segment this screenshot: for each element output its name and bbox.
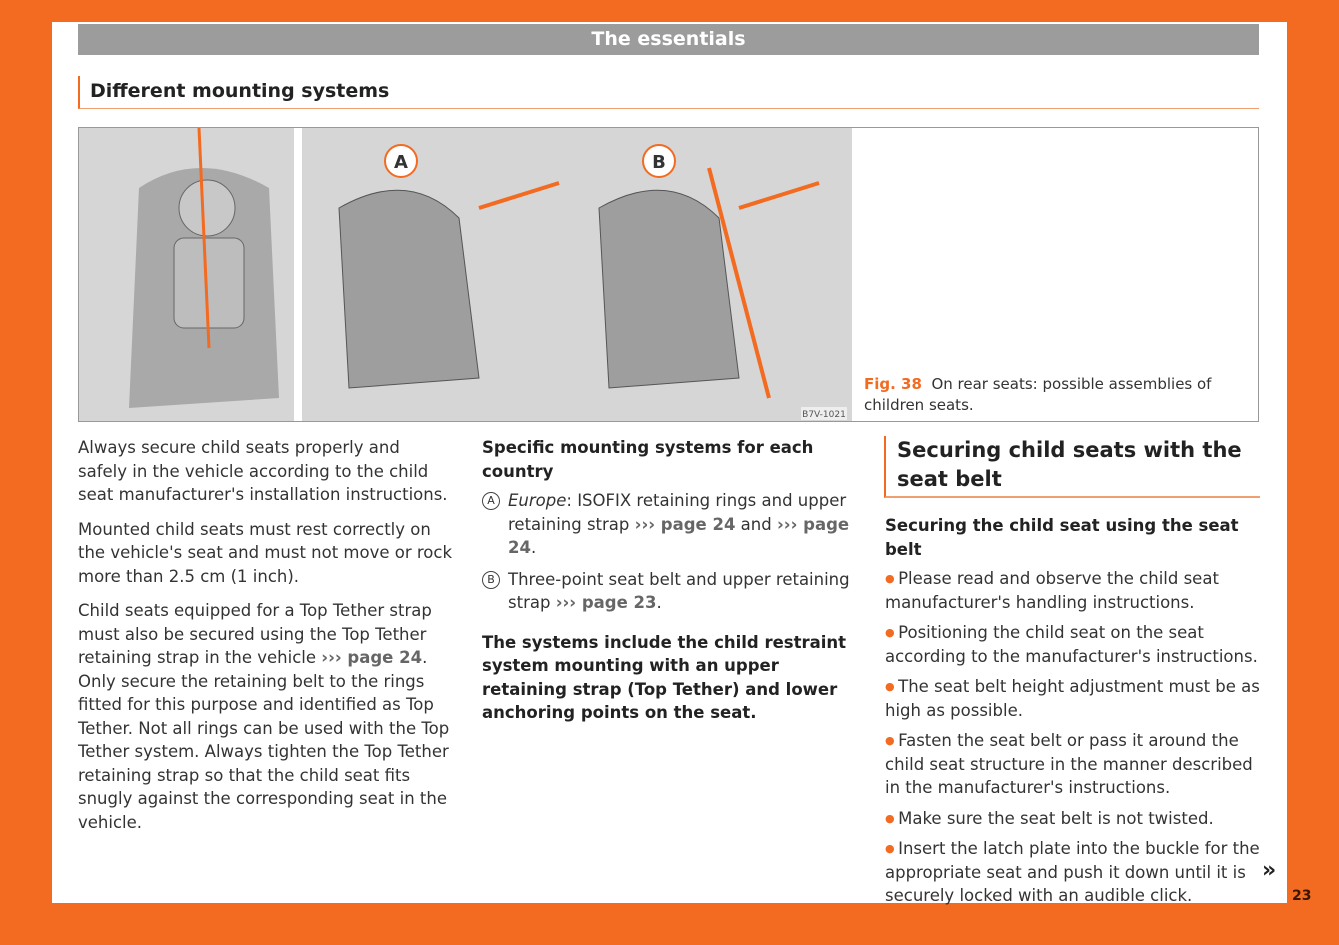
text: Child seats equipped for a Top Tether strap must also be secured using the Top Tether retaining strap in the vehicle xyxy=(78,601,432,667)
bold-note: The systems include the child restraint system mounting with an upper retaining strap (Top Tether) and lower anchoring points on the seat. xyxy=(482,632,847,722)
figure-number: Fig. 38 xyxy=(864,375,922,393)
figure-label-b: B xyxy=(652,152,666,173)
chapter-header: The essentials xyxy=(78,24,1259,55)
marker-b: B xyxy=(482,571,500,589)
page-number: 23 xyxy=(1292,888,1312,904)
continued-icon: » xyxy=(1262,858,1277,883)
paragraph: Mounted child seats must rest correctly on the vehicle's seat and must not move or rock more than 2.5 cm (1 inch). xyxy=(78,519,453,586)
section-title: Different mounting systems xyxy=(78,76,1259,109)
figure-code: B7V-1021 xyxy=(802,410,846,420)
bullet-item: ● Positioning the child seat on the seat according to the manufacturer's instructions. xyxy=(885,621,1260,668)
bullet-item: ● Fasten the seat belt or pass it around the child seat structure in the manner described in the manufacturer's instructions. xyxy=(885,729,1260,800)
paragraph xyxy=(78,599,453,834)
column-1 xyxy=(78,436,453,845)
section-heading: Securing child seats with the seat belt xyxy=(884,436,1260,498)
bullet-item: ● Please read and observe the child seat manufacturer's handling instructions. xyxy=(885,567,1260,614)
illustration-graphic xyxy=(79,128,852,421)
bullet-item: ● Insert the latch plate into the buckle for the appropriate seat and push it down until it is securely locked with an audible click. xyxy=(885,837,1260,908)
text: : ISOFIX retaining rings and upper retaining strap xyxy=(508,491,847,534)
caption-text: On rear seats: possible assemblies of children seats. xyxy=(864,375,1212,414)
column-3 xyxy=(885,514,1260,915)
list-item-b: B Three-point seat belt and upper retaining strap ››› page 23. xyxy=(482,568,857,615)
bullet-item: ● The seat belt height adjustment must be as high as possible. xyxy=(885,675,1260,722)
figure-caption xyxy=(864,374,1249,416)
page-link[interactable]: ››› page 24 xyxy=(508,514,850,557)
column-2 xyxy=(482,436,857,736)
subheading: Securing the child seat using the seat belt xyxy=(885,516,1239,559)
child-seat-illustration xyxy=(79,128,852,421)
bullet-item: ● Make sure the seat belt is not twisted. xyxy=(885,807,1260,831)
page-link[interactable]: ››› page 24 xyxy=(634,514,736,534)
paragraph: Always secure child seats properly and safely in the vehicle according to the child seat manufacturer's installation instructions. xyxy=(78,438,448,504)
text: Three-point seat belt and upper retaining strap xyxy=(508,569,850,612)
page-link[interactable]: ››› page 23 xyxy=(555,593,657,612)
region: Europe xyxy=(508,491,567,510)
text: . Only secure the retaining belt to the rings fitted for this purpose and identified as Top Tether. Not all rings can be used with the Top Tether system. Always tighten the Top Tether retaining strap so that the child seat fits snugly against the corresponding seat in the vehicle. xyxy=(78,648,450,832)
subheading: Specific mounting systems for each country xyxy=(482,438,814,481)
marker-a: A xyxy=(482,492,500,510)
figure-label-a: A xyxy=(394,152,408,173)
text: and xyxy=(735,514,777,534)
page-link[interactable]: ››› page 24 xyxy=(321,648,423,667)
list-item-a: A Europe: ISOFIX retaining rings and upper retaining strap ››› page 24 and ››› page 24. xyxy=(482,489,857,560)
figure xyxy=(78,127,1259,422)
